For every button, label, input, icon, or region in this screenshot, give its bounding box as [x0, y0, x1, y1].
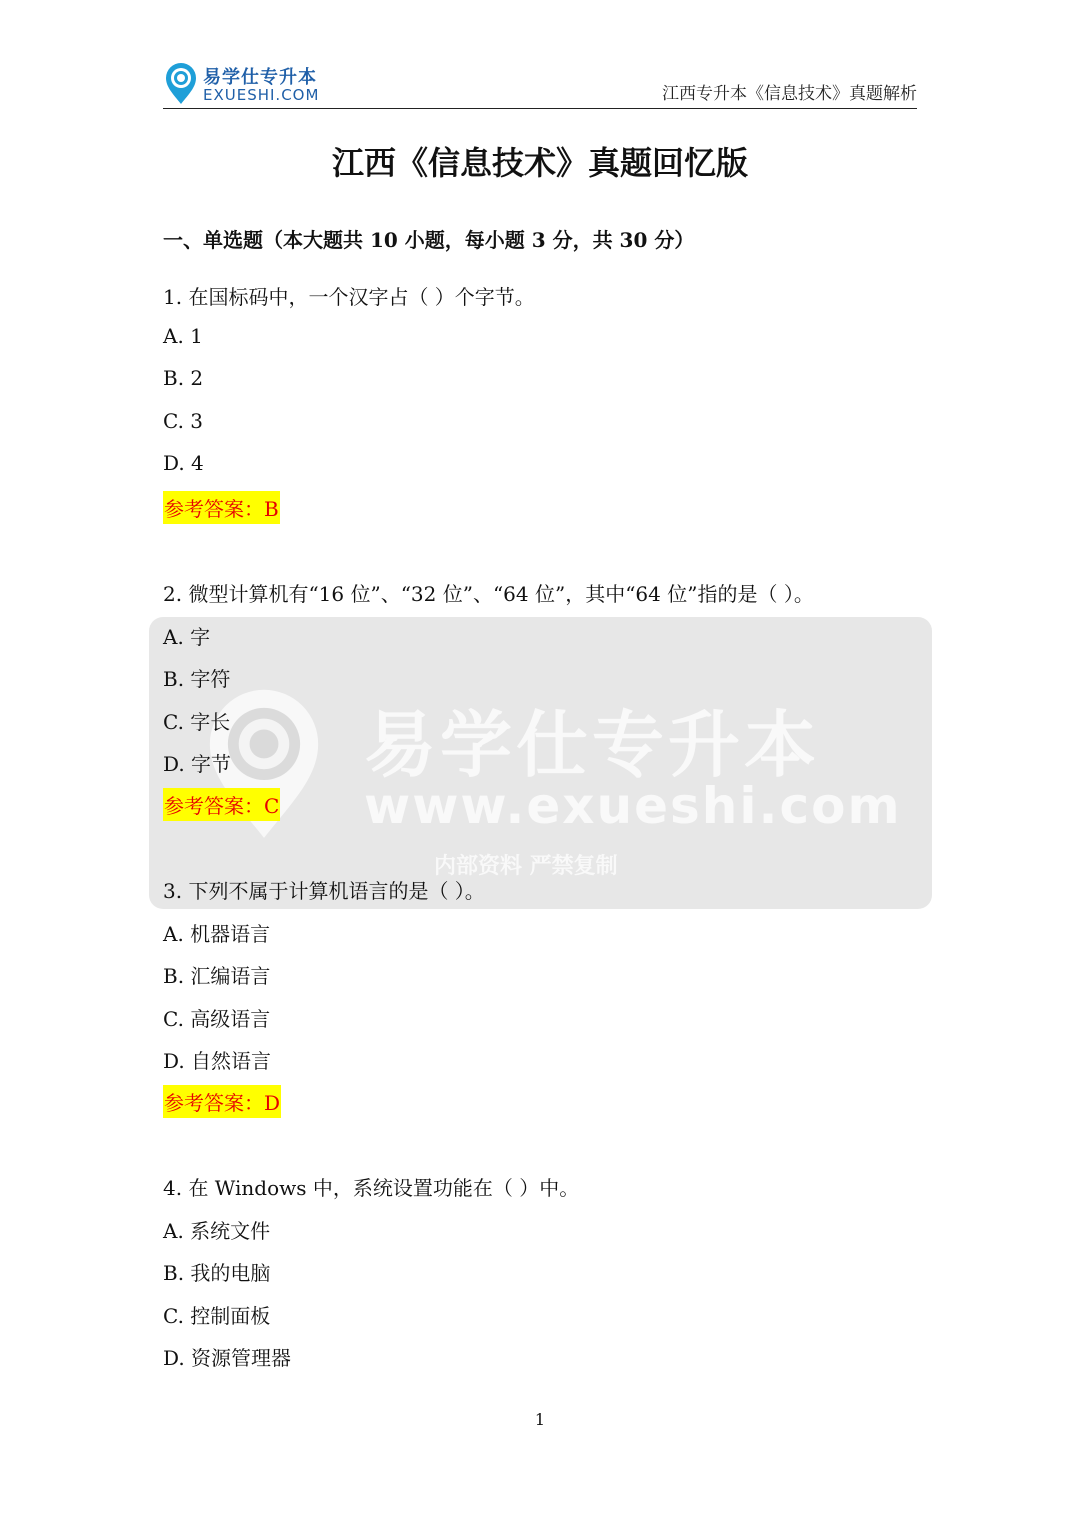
brand-logo — [163, 60, 363, 106]
page-number: 1 — [534, 1410, 546, 1429]
question-2-option-c: C. 字长 — [163, 710, 231, 734]
question-4-option-b: B. 我的电脑 — [163, 1261, 271, 1285]
question-2-stem: 2. 微型计算机有“16 位”、“32 位”、“64 位”，其中“64 位”指的是（ ）。 — [163, 582, 814, 606]
watermark-url: www.exueshi.com — [364, 777, 902, 835]
question-3-option-d: D. 自然语言 — [163, 1049, 272, 1073]
question-2-option-a: A. 字 — [163, 625, 211, 649]
question-4-option-d: D. 资源管理器 — [163, 1346, 292, 1370]
question-4-option-c: C. 控制面板 — [163, 1304, 271, 1328]
watermark-notice: 内部资料 严禁复制 — [434, 854, 618, 879]
question-1-option-a: A. 1 — [163, 324, 203, 348]
question-1-answer: 参考答案：B — [163, 491, 280, 524]
logo-text-cn: 易学仕专升本 — [203, 67, 317, 88]
section-heading: 一、单选题（本大题共 10 小题，每小题 3 分，共 30 分） — [163, 228, 695, 252]
logo-icon — [163, 60, 199, 106]
header-doc-title: 江西专升本《信息技术》真题解析 — [662, 84, 917, 104]
question-2-option-b: B. 字符 — [163, 667, 231, 691]
question-4-stem: 4. 在 Windows 中，系统设置功能在（ ）中。 — [163, 1176, 580, 1200]
watermark-overlay — [149, 617, 932, 909]
question-3-answer: 参考答案：D — [163, 1085, 281, 1118]
question-1-option-c: C. 3 — [163, 409, 204, 433]
logo-text-en: EXUESHI.COM — [203, 86, 320, 104]
question-3-option-c: C. 高级语言 — [163, 1007, 271, 1031]
question-3-stem: 3. 下列不属于计算机语言的是（ ）。 — [163, 879, 485, 903]
question-3-option-b: B. 汇编语言 — [163, 964, 271, 988]
question-1-option-d: D. 4 — [163, 451, 204, 475]
question-2-option-d: D. 字节 — [163, 752, 232, 776]
question-3-option-a: A. 机器语言 — [163, 922, 271, 946]
page-header — [163, 58, 917, 109]
question-1-option-b: B. 2 — [163, 366, 204, 390]
question-2-answer: 参考答案：C — [163, 788, 280, 821]
page-title: 江西《信息技术》真题回忆版 — [331, 144, 748, 182]
question-1-stem: 1. 在国标码中，一个汉字占（ ）个字节。 — [163, 285, 535, 309]
question-4-option-a: A. 系统文件 — [163, 1219, 271, 1243]
watermark-brand: 易学仕专升本 — [364, 703, 821, 787]
